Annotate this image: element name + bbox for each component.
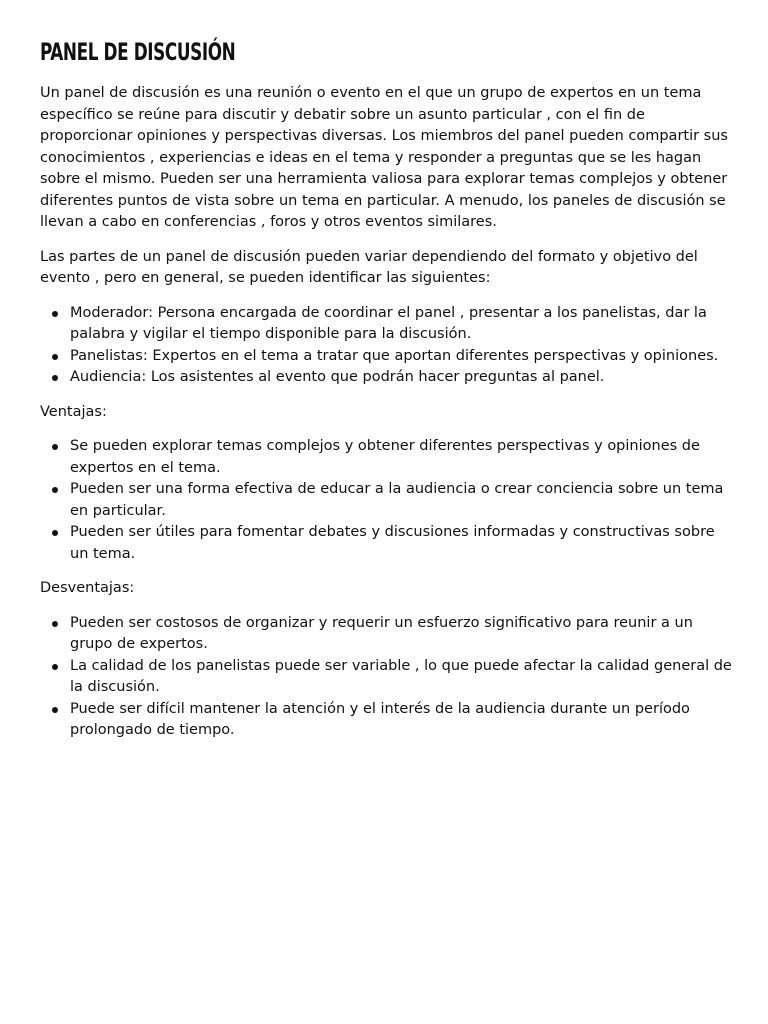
advantage-item: Pueden ser útiles para fomentar debates y discusiones informadas y constructivas sobre un tema.	[40, 522, 732, 565]
disadvantages-list	[40, 613, 732, 742]
disadvantage-item: La calidad de los panelistas puede ser variable , lo que puede afectar la calidad general de la discusión.	[40, 656, 732, 699]
page-title: PANEL DE DISCUSIÓN	[40, 38, 236, 66]
disadvantage-item: Puede ser difícil mantener la atención y el interés de la audiencia durante un período prolongado de tiempo.	[40, 699, 732, 742]
document-page	[40, 36, 732, 755]
parts-list	[40, 303, 732, 389]
list-item-panelistas: Panelistas: Expertos en el tema a tratar que aportan diferentes perspectivas y opiniones.	[40, 346, 732, 368]
parts-intro-paragraph: Las partes de un panel de discusión pueden variar dependiendo del formato y objetivo del evento , pero en general, se pueden identificar las siguientes:	[40, 248, 698, 286]
intro-paragraph: Un panel de discusión es una reunión o evento en el que un grupo de expertos en un tema específico se reúne para discutir y debatir sobre un asunto particular , con el fin de proporcionar opiniones y perspectivas diversas. Los miembros del panel pueden compartir sus conocimientos , experiencias e ideas en el tema y responder a preguntas que se les hagan sobre el mismo. Pueden ser una herramienta valiosa para explorar temas complejos y obtener diferentes puntos de vista sobre un tema en particular. A menudo, los paneles de discusión se llevan a cabo en conferencias , foros y otros eventos similares.	[40, 85, 728, 230]
advantage-item: Se pueden explorar temas complejos y obtener diferentes perspectivas y opiniones de expertos en el tema.	[40, 436, 732, 479]
advantages-list	[40, 436, 732, 565]
list-item-audiencia: Audiencia: Los asistentes al evento que podrán hacer preguntas al panel.	[40, 367, 732, 389]
advantages-heading: Ventajas:	[40, 403, 107, 420]
disadvantages-heading: Desventajas:	[40, 580, 135, 596]
advantage-item: Pueden ser una forma efectiva de educar a la audiencia o crear conciencia sobre un tema en particular.	[40, 479, 732, 522]
list-item-moderador: Moderador: Persona encargada de coordinar el panel , presentar a los panelistas, dar la palabra y vigilar el tiempo disponible para la discusión.	[40, 303, 732, 346]
disadvantage-item: Pueden ser costosos de organizar y requerir un esfuerzo significativo para reunir a un grupo de expertos.	[40, 613, 732, 656]
